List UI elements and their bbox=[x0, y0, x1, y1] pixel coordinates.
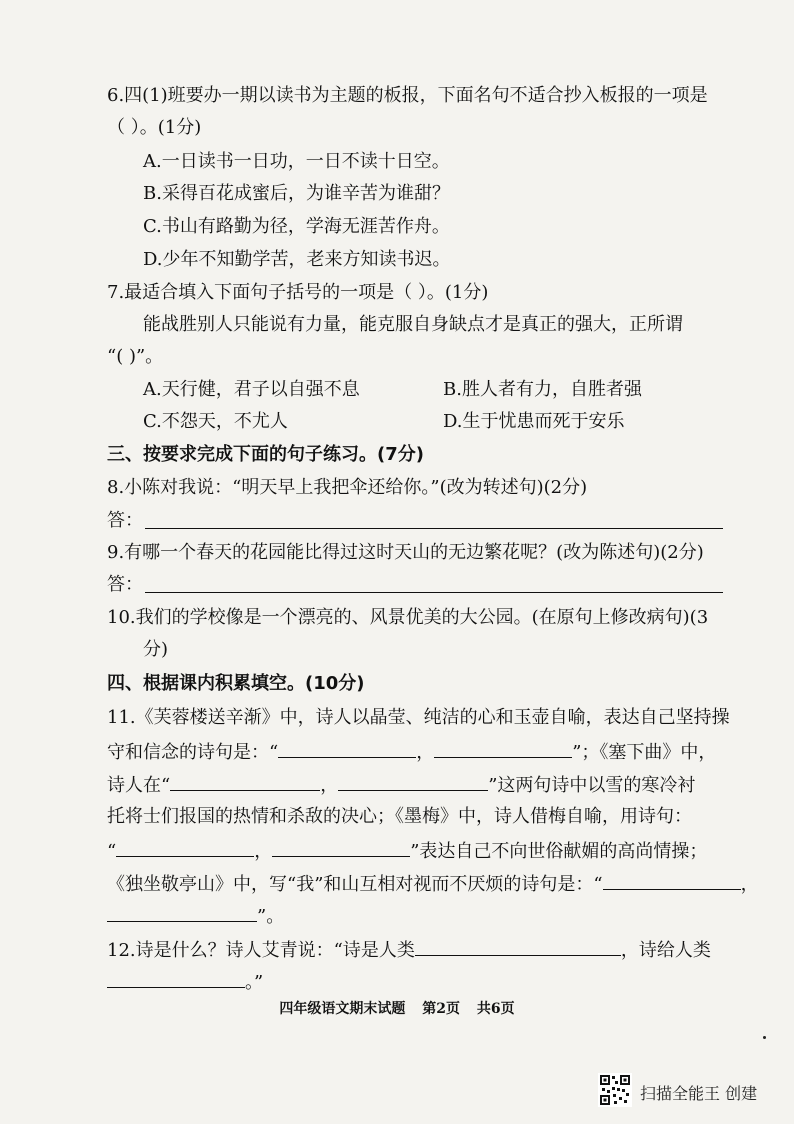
q6-option-c: C.书山有路勤为径，学海无涯苦作舟。 bbox=[143, 216, 450, 237]
q11-line2-suffix: ”；《塞下曲》中， bbox=[572, 742, 717, 763]
q7-stem: 7.最适合填入下面句子括号的一项是（ ）。(1分) bbox=[107, 282, 489, 303]
q7-passage-line2: “( )”。 bbox=[107, 346, 164, 367]
q11-line4: 托将士们报国的热情和杀敌的决心；《墨梅》中，诗人借梅自喻，用诗句： bbox=[107, 806, 692, 827]
q11-blank-8[interactable] bbox=[107, 903, 257, 922]
q11-blank-5[interactable] bbox=[116, 838, 254, 857]
q12-line2-suffix: 。” bbox=[245, 972, 264, 993]
q11-line5-prefix: “ bbox=[107, 841, 117, 862]
section3-title: 三、按要求完成下面的句子练习。(7分) bbox=[107, 444, 424, 465]
q11-line2-prefix: 守和信念的诗句是：“ bbox=[107, 742, 279, 763]
q11-line6-prefix: 《独坐敬亭山》中，写“我”和山互相对视而不厌烦的诗句是：“ bbox=[107, 874, 603, 895]
qr-code-icon bbox=[598, 1073, 632, 1111]
q11-line6-comma: ， bbox=[740, 874, 759, 895]
q7-option-c: C.不怨天，不尤人 bbox=[143, 411, 288, 432]
q12-line1-prefix: 12.诗是什么？诗人艾青说：“诗是人类 bbox=[107, 940, 415, 961]
q11-line3-comma: ， bbox=[320, 775, 339, 796]
q7-option-b: B.胜人者有力，自胜者强 bbox=[443, 379, 642, 400]
q11-blank-7[interactable] bbox=[603, 871, 741, 890]
q11-blank-4[interactable] bbox=[338, 772, 488, 791]
page-footer bbox=[0, 998, 794, 1018]
q8-answer-label: 答： bbox=[107, 510, 143, 531]
q11-line3 bbox=[107, 772, 695, 798]
q11-blank-3[interactable] bbox=[170, 772, 320, 791]
q11-line7-suffix: ”。 bbox=[257, 906, 285, 927]
footer-total: 共6页 bbox=[476, 1001, 515, 1017]
scan-dot bbox=[763, 1036, 766, 1039]
q12-blank-1[interactable] bbox=[415, 937, 621, 956]
q11-line3-prefix: 诗人在“ bbox=[107, 775, 171, 796]
q11-line1: 11.《芙蓉楼送辛渐》中，诗人以晶莹、纯洁的心和玉壶自喻，表达自己坚持操 bbox=[107, 707, 730, 728]
watermark-text: 扫描全能王 创建 bbox=[640, 1083, 758, 1103]
q7-passage-line1: 能战胜别人只能说有力量，能克服自身缺点才是真正的强大，正所谓 bbox=[143, 314, 683, 335]
q11-blank-2[interactable] bbox=[434, 739, 572, 758]
q10-stem-line1: 10.我们的学校像是一个漂亮的、风景优美的大公园。(在原句上修改病句)(3 bbox=[107, 607, 709, 628]
q9-answer-label: 答： bbox=[107, 574, 143, 595]
footer-title: 四年级语文期末试题 bbox=[279, 1001, 406, 1017]
q11-line5 bbox=[107, 838, 707, 864]
footer-page: 第2页 bbox=[422, 1001, 460, 1017]
q11-line5-comma: ， bbox=[254, 841, 273, 862]
q9-stem: 9.有哪一个春天的花园能比得过这时天山的无边繁花呢？(改为陈述句)(2分) bbox=[107, 542, 704, 563]
q12-blank-2[interactable] bbox=[107, 969, 245, 988]
q6-stem: 6.四(1)班要办一期以读书为主题的板报，下面名句不适合抄入板报的一项是 bbox=[107, 85, 708, 106]
q6-bracket: （ ）。(1分) bbox=[107, 117, 202, 138]
q11-line7 bbox=[107, 903, 284, 929]
section4-title: 四、根据课内积累填空。(10分) bbox=[107, 673, 365, 694]
q12-line1-suffix: ，诗给人类 bbox=[620, 940, 711, 961]
q11-blank-1[interactable] bbox=[278, 739, 416, 758]
q7-option-a: A.天行健，君子以自强不息 bbox=[143, 379, 360, 400]
q11-line2 bbox=[107, 739, 716, 765]
q11-line2-comma: ， bbox=[416, 742, 435, 763]
q6-option-b: B.采得百花成蜜后，为谁辛苦为谁甜？ bbox=[143, 183, 450, 204]
q7-option-d: D.生于忧患而死于安乐 bbox=[443, 411, 625, 432]
scanner-watermark bbox=[598, 1074, 757, 1110]
q6-option-d: D.少年不知勤学苦，老来方知读书迟。 bbox=[143, 249, 451, 270]
q8-stem: 8.小陈对我说：“明天早上我把伞还给你。”(改为转述句)(2分) bbox=[107, 477, 588, 498]
q11-line3-suffix: ”这两句诗中以雪的寒冷衬 bbox=[488, 775, 696, 796]
q11-line6 bbox=[107, 871, 759, 897]
q6-option-a: A.一日读书一日功，一日不读十日空。 bbox=[143, 151, 450, 172]
q12-line2 bbox=[107, 969, 263, 995]
q11-blank-6[interactable] bbox=[272, 838, 410, 857]
q8-answer-line[interactable] bbox=[145, 528, 723, 529]
q10-stem-line2: 分) bbox=[143, 639, 169, 660]
q12-line1 bbox=[107, 937, 711, 963]
q11-line5-suffix: ”表达自己不向世俗献媚的高尚情操； bbox=[410, 841, 708, 862]
q9-answer-line[interactable] bbox=[145, 592, 723, 593]
